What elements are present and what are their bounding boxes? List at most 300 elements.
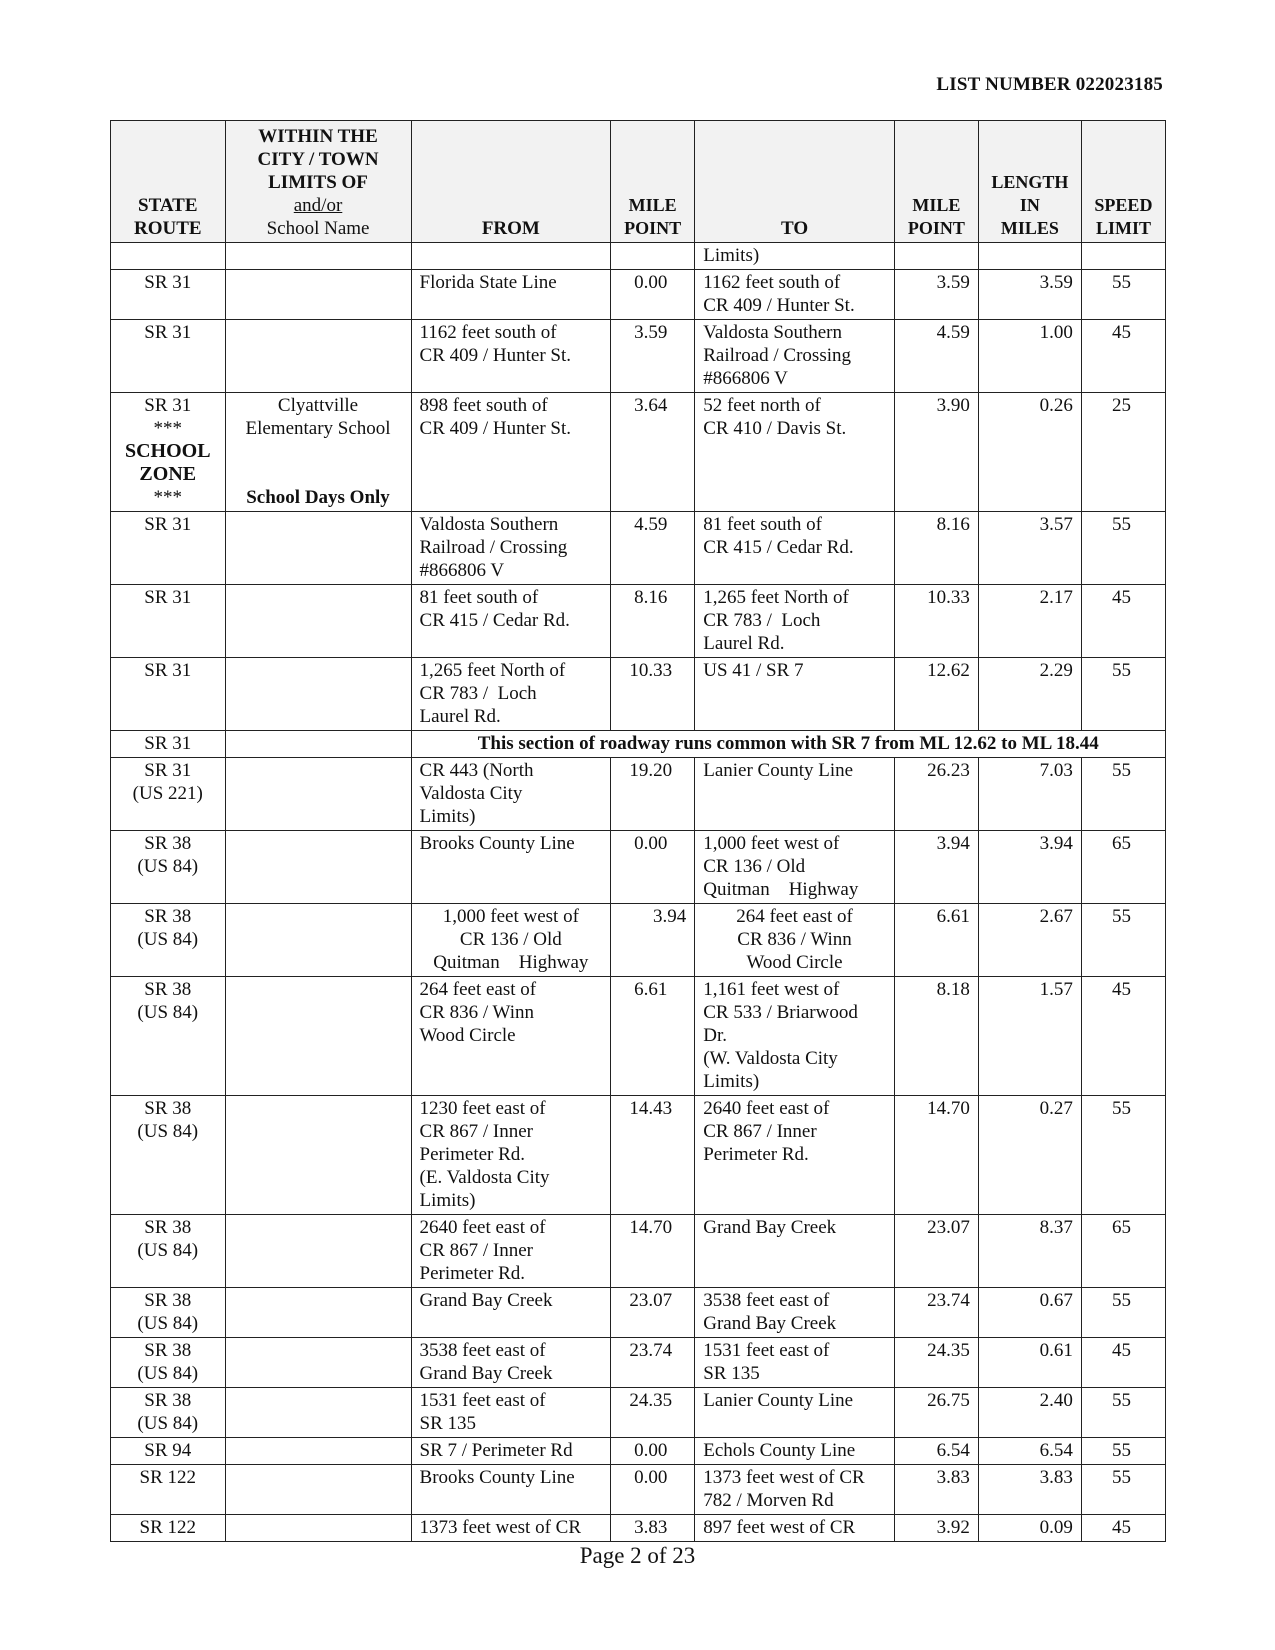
cell-line: 10.33: [927, 587, 970, 608]
cell-line: SR 31: [144, 660, 192, 681]
mile-point-to-cell: [894, 904, 978, 977]
cell-line: SR 38: [144, 906, 192, 927]
within-limits-cell: [225, 270, 411, 320]
mile-point-to-cell: [894, 831, 978, 904]
length-cell: [978, 977, 1081, 1096]
cell-line: Grand Bay Creek: [703, 1217, 837, 1238]
cell-line: SR 31: [144, 272, 192, 293]
cell-line: Lanier County Line: [703, 760, 854, 781]
cell-line: Quitman Highway: [433, 952, 589, 973]
cell-line: Grand Bay Creek: [419, 1290, 553, 1311]
mile-point-to-cell: [894, 977, 978, 1096]
cell-line: [234, 244, 403, 267]
from-cell: [411, 1338, 611, 1388]
mile-point-from-cell: [611, 512, 695, 585]
from-cell: [411, 758, 611, 831]
to-cell: [695, 243, 895, 270]
mile-point-from-cell: [611, 1465, 695, 1515]
within-limits-cell: [225, 758, 411, 831]
mile-point-from-cell: [611, 758, 695, 831]
cell-line: 2.67: [1039, 906, 1073, 927]
page-footer: Page 2 of 23: [579, 1543, 696, 1568]
cell-line: 25: [1111, 395, 1131, 416]
cell-line: (W. Valdosta City: [703, 1048, 838, 1069]
cell-line: 45: [1111, 1517, 1131, 1538]
cell-line: 0.67: [1039, 1290, 1073, 1311]
to-cell: [695, 1215, 895, 1288]
cell-line: 55: [1111, 660, 1131, 681]
cell-line: SR 31: [144, 395, 192, 416]
cell-line: SR 7 / Perimeter Rd: [419, 1440, 573, 1461]
col-speed-limit: SPEED LIMIT: [1081, 121, 1165, 243]
speed-limit-cell: [1081, 512, 1165, 585]
cell-line: CR 836 / Winn: [419, 1002, 534, 1023]
cell-line: CR 409 / Hunter St.: [703, 295, 855, 316]
to-cell: [695, 1388, 895, 1438]
length-cell: [978, 1288, 1081, 1338]
cell-line: [1086, 244, 1157, 267]
mile-point-to-cell: [894, 1215, 978, 1288]
length-cell: [978, 831, 1081, 904]
state-route-cell: [111, 731, 226, 758]
cell-line: Wood Circle: [419, 1025, 516, 1046]
cell-line: (US 84): [137, 856, 199, 877]
length-cell: [978, 320, 1081, 393]
cell-line: 81 feet south of: [703, 514, 822, 535]
from-cell: [411, 977, 611, 1096]
length-cell: [978, 585, 1081, 658]
cell-line: 1373 feet west of CR: [419, 1517, 581, 1538]
state-route-cell: [111, 658, 226, 731]
cell-line: SR 135: [419, 1413, 477, 1434]
cell-line: #866806 V: [703, 368, 788, 389]
cell-line: 24.35: [927, 1340, 970, 1361]
speed-limit-cell: [1081, 831, 1165, 904]
from-cell: [411, 1096, 611, 1215]
length-cell: [978, 758, 1081, 831]
col-length: LENGTH IN MILES: [978, 121, 1081, 243]
cell-line: Laurel Rd.: [419, 706, 501, 727]
from-cell: [411, 585, 611, 658]
cell-line: 55: [1111, 1098, 1131, 1119]
cell-line: CR 415 / Cedar Rd.: [419, 610, 570, 631]
cell-line: CR 409 / Hunter St.: [419, 418, 571, 439]
cell-line: 23.74: [927, 1290, 970, 1311]
cell-line: Laurel Rd.: [703, 633, 785, 654]
table-row: [111, 393, 1166, 512]
cell-line: CR 410 / Davis St.: [703, 418, 847, 439]
cell-line: SR 122: [139, 1467, 197, 1488]
from-cell: [411, 1438, 611, 1465]
cell-line: 264 feet east of: [419, 979, 537, 1000]
within-limits-cell: [225, 904, 411, 977]
state-route-cell: [111, 512, 226, 585]
mile-point-from-cell: [611, 1288, 695, 1338]
cell-line: [234, 978, 403, 1001]
common-section-note: This section of roadway runs common with SR 7 from ML 12.62 to ML 18.44: [411, 731, 1165, 758]
mile-point-from-cell: [611, 904, 695, 977]
state-route-cell: [111, 243, 226, 270]
cell-line: 55: [1111, 1390, 1131, 1411]
within-limits-cell: [225, 977, 411, 1096]
school-zone-mark: ***: [153, 418, 183, 439]
cell-line: [234, 832, 403, 855]
cell-line: [234, 1389, 403, 1412]
cell-line: 23.07: [629, 1290, 673, 1311]
cell-line: SR 38: [144, 1390, 192, 1411]
cell-line: 55: [1111, 1467, 1131, 1488]
cell-line: 45: [1111, 587, 1131, 608]
table-row: [111, 1288, 1166, 1338]
cell-line: 3.94: [1039, 833, 1073, 854]
cell-line: SR 135: [703, 1363, 760, 1384]
cell-line: SR 122: [139, 1517, 197, 1538]
cell-line: (US 84): [137, 1363, 199, 1384]
mile-point-to-cell: [894, 243, 978, 270]
cell-line: 55: [1111, 1440, 1131, 1461]
cell-line: 1162 feet south of: [419, 322, 557, 343]
from-cell: [411, 1515, 611, 1542]
mile-point-from-cell: [611, 270, 695, 320]
within-limits-cell: [225, 1465, 411, 1515]
from-cell: [411, 1465, 611, 1515]
cell-line: Grand Bay Creek: [703, 1313, 837, 1334]
from-cell: [411, 831, 611, 904]
cell-line: 4.59: [634, 514, 668, 535]
from-cell: [411, 393, 611, 512]
col-from: FROM: [411, 121, 611, 243]
cell-line: 3.83: [1039, 1467, 1073, 1488]
speed-limit-cell: [1081, 1096, 1165, 1215]
col-state-route: STATE ROUTE: [111, 121, 226, 243]
cell-line: 23.74: [629, 1340, 673, 1361]
length-cell: [978, 1338, 1081, 1388]
cell-line: 45: [1111, 979, 1131, 1000]
cell-line: 52 feet north of: [703, 395, 821, 416]
table-row: [111, 1465, 1166, 1515]
cell-line: (US 84): [137, 1413, 199, 1434]
cell-line: SR 31: [144, 760, 192, 781]
cell-line: Perimeter Rd.: [703, 1144, 809, 1165]
state-route-cell: [111, 1096, 226, 1215]
cell-line: SR 31: [144, 733, 192, 754]
cell-line: 23.07: [927, 1217, 970, 1238]
cell-line: [234, 1097, 403, 1120]
cell-line: CR 867 / Inner: [419, 1121, 533, 1142]
cell-line: [903, 244, 970, 267]
length-cell: [978, 1096, 1081, 1215]
cell-line: 0.00: [634, 1440, 668, 1461]
cell-line: Valdosta Southern: [419, 514, 559, 535]
cell-line: SR 38: [144, 833, 192, 854]
cell-line: (E. Valdosta City: [419, 1167, 550, 1188]
cell-line: 1.00: [1039, 322, 1073, 343]
mile-point-from-cell: [611, 1096, 695, 1215]
cell-line: 3.83: [936, 1467, 970, 1488]
speed-limit-cell: [1081, 1215, 1165, 1288]
cell-line: (US 84): [137, 1313, 199, 1334]
cell-line: Echols County Line: [703, 1440, 856, 1461]
speed-limit-cell: [1081, 393, 1165, 512]
from-cell: [411, 1288, 611, 1338]
to-cell: [695, 1465, 895, 1515]
within-limits-cell: [225, 512, 411, 585]
cell-line: [234, 321, 403, 344]
cell-line: 264 feet east of: [736, 906, 853, 927]
cell-line: (US 84): [137, 1121, 199, 1142]
cell-line: 8.16: [936, 514, 970, 535]
cell-line: 0.00: [634, 1467, 668, 1488]
cell-line: [234, 732, 403, 755]
col-to: TO: [695, 121, 895, 243]
cell-line: (US 221): [132, 783, 203, 804]
cell-line: Wood Circle: [746, 952, 843, 973]
cell-line: CR 409 / Hunter St.: [419, 345, 571, 366]
speed-limit-cell: [1081, 977, 1165, 1096]
table-row: [111, 1388, 1166, 1438]
cell-line: 2640 feet east of: [703, 1098, 830, 1119]
mile-point-to-cell: [894, 393, 978, 512]
speed-limit-table: [110, 120, 1166, 1542]
mile-point-from-cell: [611, 831, 695, 904]
cell-line: 8.18: [936, 979, 970, 1000]
mile-point-to-cell: [894, 585, 978, 658]
cell-line: 55: [1111, 1290, 1131, 1311]
cell-line: 1230 feet east of: [419, 1098, 546, 1119]
cell-line: SR 38: [144, 1340, 192, 1361]
state-route-cell: [111, 977, 226, 1096]
from-cell: [411, 1388, 611, 1438]
cell-line: [234, 905, 403, 928]
cell-line: [420, 244, 603, 267]
to-cell: [695, 758, 895, 831]
cell-line: 14.70: [629, 1217, 673, 1238]
length-cell: [978, 1465, 1081, 1515]
within-limits-cell: [225, 731, 411, 758]
state-route-cell: [111, 1338, 226, 1388]
col-within-limits: WITHIN THE CITY / TOWN LIMITS OF and/or School Name: [225, 121, 411, 243]
cell-line: 45: [1111, 322, 1131, 343]
cell-line: (US 84): [137, 929, 199, 950]
cell-line: 55: [1111, 906, 1131, 927]
cell-line: Railroad / Crossing: [419, 537, 568, 558]
cell-line: 4.59: [936, 322, 970, 343]
cell-line: CR 783 / Loch: [419, 683, 537, 704]
to-cell: [695, 320, 895, 393]
cell-line: Limits): [419, 806, 476, 827]
cell-line: 26.75: [927, 1390, 970, 1411]
cell-line: Perimeter Rd.: [419, 1144, 526, 1165]
cell-line: 3.94: [652, 906, 687, 927]
cell-line: SR 31: [144, 322, 192, 343]
header-row: [111, 121, 1166, 243]
cell-line: Elementary School: [245, 418, 391, 439]
speed-limit-cell: [1081, 1338, 1165, 1388]
cell-line: 3538 feet east of: [703, 1290, 830, 1311]
cell-line: [234, 513, 403, 536]
table-row: [111, 1438, 1166, 1465]
cell-line: [119, 244, 217, 267]
speed-limit-cell: [1081, 1388, 1165, 1438]
mile-point-from-cell: [611, 320, 695, 393]
mile-point-to-cell: [894, 658, 978, 731]
cell-line: Railroad / Crossing: [703, 345, 851, 366]
within-limits-cell: [225, 1338, 411, 1388]
to-cell: [695, 512, 895, 585]
state-route-cell: [111, 320, 226, 393]
cell-line: 45: [1111, 1340, 1131, 1361]
cell-line: [234, 1466, 403, 1489]
cell-line: [234, 271, 403, 294]
cell-line: #866806 V: [419, 560, 505, 581]
cell-line: 6.54: [936, 1440, 970, 1461]
cell-line: 14.70: [927, 1098, 970, 1119]
mile-point-from-cell: [611, 1338, 695, 1388]
length-cell: [978, 1215, 1081, 1288]
mile-point-to-cell: [894, 1515, 978, 1542]
cell-line: SR 38: [144, 1098, 192, 1119]
cell-line: 0.09: [1039, 1517, 1073, 1538]
state-route-cell: [111, 393, 226, 512]
cell-line: Lanier County Line: [703, 1390, 854, 1411]
cell-line: [234, 586, 403, 609]
table-row: [111, 320, 1166, 393]
to-cell: [695, 1288, 895, 1338]
cell-line: [234, 1339, 403, 1362]
state-route-cell: [111, 1388, 226, 1438]
cell-line: Brooks County Line: [419, 833, 575, 854]
cell-line: 2.40: [1039, 1390, 1073, 1411]
state-route-cell: [111, 1438, 226, 1465]
cell-line: 26.23: [927, 760, 970, 781]
cell-line: CR 443 (North: [419, 760, 534, 781]
speed-limit-cell: [1081, 1515, 1165, 1542]
speed-limit-cell: [1081, 658, 1165, 731]
school-zone-mark: SCHOOL: [124, 440, 211, 462]
table-row: [111, 512, 1166, 585]
cell-line: 81 feet south of: [419, 587, 539, 608]
table-row: [111, 1338, 1166, 1388]
table-row: [111, 1096, 1166, 1215]
mile-point-from-cell: [611, 393, 695, 512]
cell-line: Perimeter Rd.: [419, 1263, 526, 1284]
table-row: [111, 243, 1166, 270]
cell-line: Clyattville: [277, 395, 359, 416]
cell-line: CR 415 / Cedar Rd.: [703, 537, 854, 558]
mile-point-from-cell: [611, 1388, 695, 1438]
mile-point-from-cell: [611, 977, 695, 1096]
speed-limit-cell: [1081, 320, 1165, 393]
cell-line: 24.35: [629, 1390, 673, 1411]
cell-line: Limits): [703, 1071, 760, 1092]
within-limits-cell: [225, 1215, 411, 1288]
cell-line: 1,000 feet west of: [442, 906, 579, 927]
table-row: [111, 585, 1166, 658]
from-cell: [411, 320, 611, 393]
mile-point-to-cell: [894, 1438, 978, 1465]
within-limits-cell: [225, 658, 411, 731]
length-cell: [978, 512, 1081, 585]
speed-limit-cell: [1081, 243, 1165, 270]
to-cell: [695, 393, 895, 512]
cell-line: 1,161 feet west of: [703, 979, 840, 1000]
mile-point-from-cell: [611, 585, 695, 658]
cell-line: SR 94: [144, 1440, 192, 1461]
state-route-cell: [111, 904, 226, 977]
cell-line: 1,000 feet west of: [703, 833, 840, 854]
length-cell: [978, 1388, 1081, 1438]
within-limits-cell: [225, 393, 411, 512]
from-cell: [411, 1215, 611, 1288]
cell-line: Brooks County Line: [419, 1467, 575, 1488]
cell-line: 65: [1111, 833, 1131, 854]
length-cell: [978, 1515, 1081, 1542]
length-cell: [978, 1438, 1081, 1465]
within-limits-cell: [225, 1096, 411, 1215]
cell-line: 1373 feet west of CR: [703, 1467, 865, 1488]
cell-line: SR 38: [144, 1290, 192, 1311]
cell-line: 12.62: [927, 660, 970, 681]
state-route-cell: [111, 585, 226, 658]
cell-line: CR 783 / Loch: [703, 610, 821, 631]
cell-line: 3.59: [1039, 272, 1073, 293]
cell-line: 3.83: [634, 1517, 668, 1538]
table-row: [111, 270, 1166, 320]
table-row: [111, 731, 1166, 758]
table-row: [111, 1215, 1166, 1288]
cell-line: 55: [1111, 514, 1131, 535]
cell-line: SR 38: [144, 979, 192, 1000]
cell-line: 3.57: [1039, 514, 1073, 535]
cell-line: 8.16: [634, 587, 668, 608]
to-cell: [695, 1515, 895, 1542]
to-cell: [695, 977, 895, 1096]
mile-point-to-cell: [894, 270, 978, 320]
cell-line: [234, 1216, 403, 1239]
within-limits-cell: [225, 1438, 411, 1465]
school-days-note: School Days Only: [246, 487, 390, 508]
within-limits-cell: [225, 1388, 411, 1438]
length-cell: [978, 270, 1081, 320]
cell-line: 1531 feet east of: [419, 1390, 546, 1411]
cell-line: SR 31: [144, 514, 192, 535]
cell-line: Valdosta Southern: [703, 322, 843, 343]
cell-line: SR 31: [144, 587, 192, 608]
mile-point-to-cell: [894, 1096, 978, 1215]
within-limits-cell: [225, 243, 411, 270]
mile-point-to-cell: [894, 1388, 978, 1438]
cell-line: 7.03: [1039, 760, 1073, 781]
speed-limit-cell: [1081, 1465, 1165, 1515]
state-route-cell: [111, 1515, 226, 1542]
cell-line: Quitman Highway: [703, 879, 859, 900]
cell-line: 0.27: [1039, 1098, 1073, 1119]
cell-line: 2.17: [1039, 587, 1073, 608]
mile-point-from-cell: [611, 658, 695, 731]
length-cell: [978, 243, 1081, 270]
cell-line: (US 84): [137, 1240, 199, 1261]
from-cell: [411, 243, 611, 270]
within-limits-cell: [225, 320, 411, 393]
cell-line: 14.43: [629, 1098, 673, 1119]
table-row: [111, 831, 1166, 904]
cell-line: 898 feet south of: [419, 395, 548, 416]
speed-limit-cell: [1081, 270, 1165, 320]
state-route-cell: [111, 1465, 226, 1515]
mile-point-from-cell: [611, 243, 695, 270]
cell-line: 782 / Morven Rd: [703, 1490, 834, 1511]
from-cell: [411, 270, 611, 320]
